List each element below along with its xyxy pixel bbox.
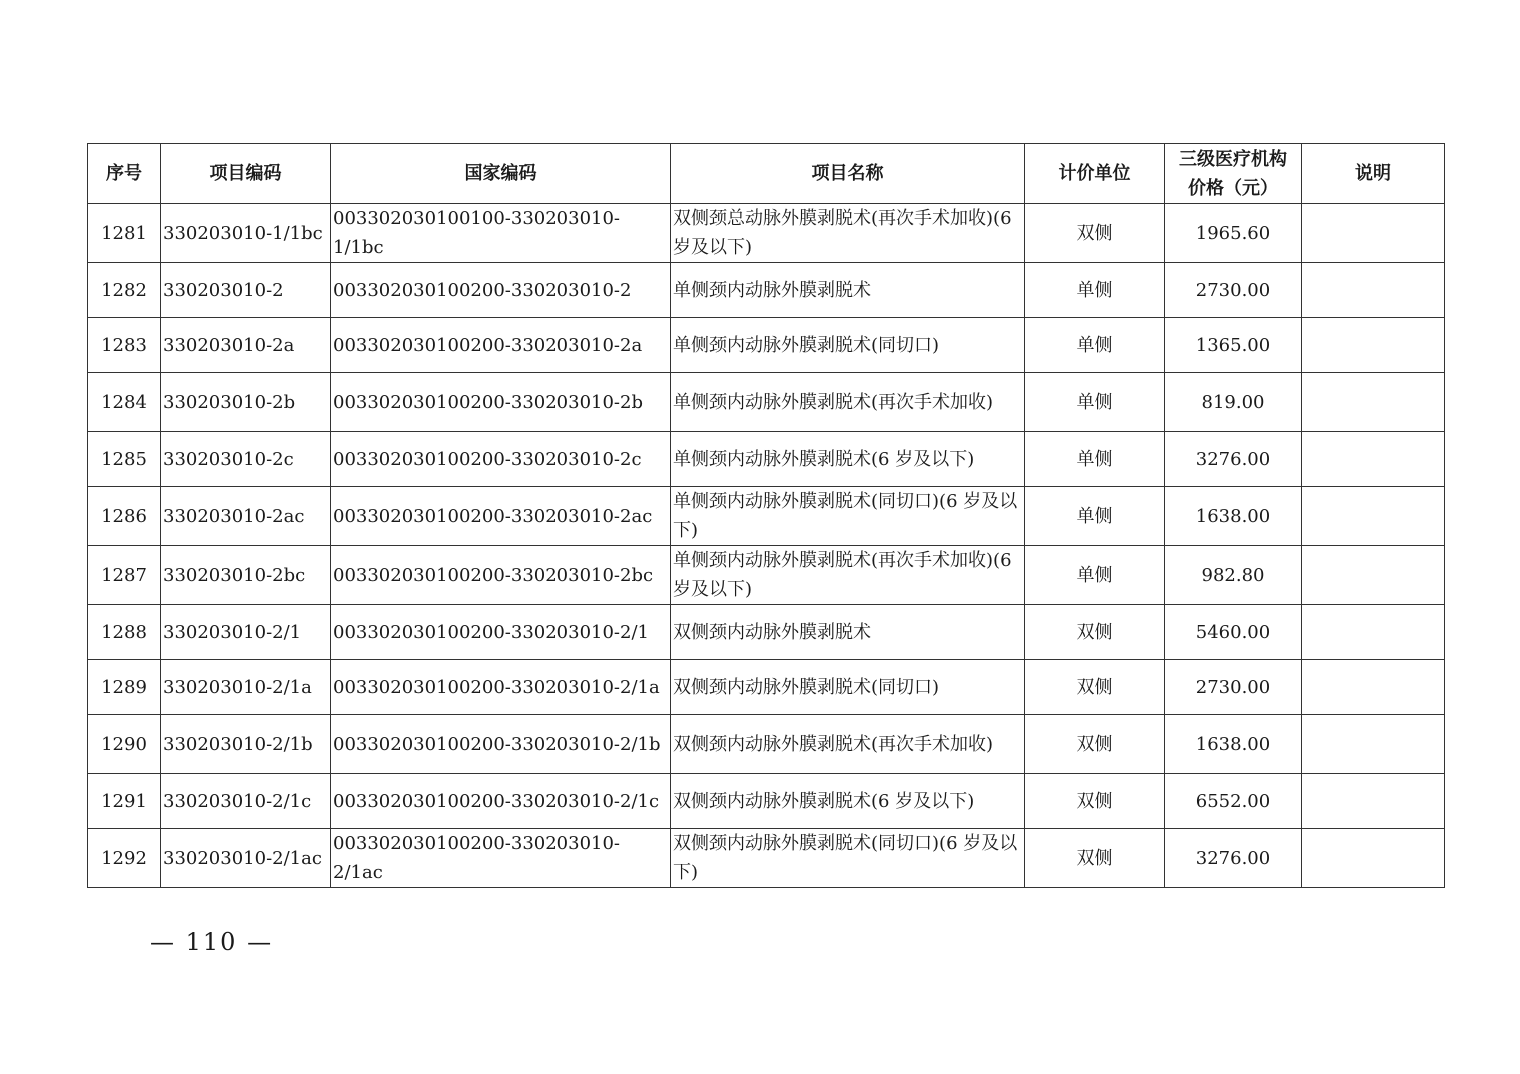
table-row [88, 318, 1445, 373]
cell-unit: 单侧 [1025, 432, 1165, 487]
cell-seq: 1281 [88, 204, 161, 263]
cell-item-name: 双侧颈内动脉外膜剥脱术(同切口) [671, 660, 1025, 715]
cell-item-code: 330203010-2b [161, 373, 331, 432]
cell-item-code: 330203010-2/1a [161, 660, 331, 715]
cell-price: 1965.60 [1165, 204, 1302, 263]
table-row [88, 660, 1445, 715]
header-national-code: 国家编码 [331, 144, 671, 204]
cell-note [1302, 487, 1445, 546]
cell-unit: 双侧 [1025, 829, 1165, 888]
table-row [88, 774, 1445, 829]
cell-price: 3276.00 [1165, 432, 1302, 487]
cell-national-code: 003302030100200-330203010-2ac [331, 487, 671, 546]
cell-note [1302, 373, 1445, 432]
cell-price: 3276.00 [1165, 829, 1302, 888]
cell-price: 5460.00 [1165, 605, 1302, 660]
header-unit: 计价单位 [1025, 144, 1165, 204]
cell-seq: 1290 [88, 715, 161, 774]
cell-national-code: 003302030100200-330203010-2 [331, 263, 671, 318]
table-body [88, 204, 1445, 888]
cell-unit: 双侧 [1025, 605, 1165, 660]
cell-national-code: 003302030100200-330203010-2/1 [331, 605, 671, 660]
cell-item-name: 双侧颈内动脉外膜剥脱术(6 岁及以下) [671, 774, 1025, 829]
cell-item-name: 单侧颈内动脉外膜剥脱术(6 岁及以下) [671, 432, 1025, 487]
cell-item-code: 330203010-2a [161, 318, 331, 373]
cell-item-code: 330203010-2ac [161, 487, 331, 546]
cell-item-code: 330203010-2 [161, 263, 331, 318]
header-note: 说明 [1302, 144, 1445, 204]
cell-item-name: 双侧颈内动脉外膜剥脱术(同切口)(6 岁及以下) [671, 829, 1025, 888]
cell-note [1302, 263, 1445, 318]
cell-seq: 1283 [88, 318, 161, 373]
cell-seq: 1289 [88, 660, 161, 715]
table-row [88, 715, 1445, 774]
cell-seq: 1291 [88, 774, 161, 829]
price-table [87, 143, 1445, 888]
cell-unit: 双侧 [1025, 715, 1165, 774]
cell-price: 2730.00 [1165, 263, 1302, 318]
cell-price: 6552.00 [1165, 774, 1302, 829]
table-row [88, 487, 1445, 546]
page-number: — 110 — [150, 928, 274, 956]
cell-unit: 单侧 [1025, 546, 1165, 605]
cell-item-code: 330203010-2/1c [161, 774, 331, 829]
header-row [88, 144, 1445, 204]
cell-national-code: 003302030100200-330203010-2c [331, 432, 671, 487]
cell-item-name: 双侧颈总动脉外膜剥脱术(再次手术加收)(6 岁及以下) [671, 204, 1025, 263]
table-row [88, 432, 1445, 487]
cell-note [1302, 546, 1445, 605]
header-item-code: 项目编码 [161, 144, 331, 204]
cell-national-code: 003302030100200-330203010-2/1b [331, 715, 671, 774]
cell-seq: 1286 [88, 487, 161, 546]
cell-item-name: 单侧颈内动脉外膜剥脱术(同切口)(6 岁及以下) [671, 487, 1025, 546]
cell-unit: 单侧 [1025, 487, 1165, 546]
cell-price: 2730.00 [1165, 660, 1302, 715]
cell-national-code: 003302030100200-330203010-2b [331, 373, 671, 432]
cell-item-code: 330203010-2bc [161, 546, 331, 605]
cell-national-code: 003302030100200-330203010-2bc [331, 546, 671, 605]
cell-national-code: 003302030100200-330203010-2a [331, 318, 671, 373]
cell-unit: 单侧 [1025, 263, 1165, 318]
cell-item-name: 双侧颈内动脉外膜剥脱术(再次手术加收) [671, 715, 1025, 774]
cell-seq: 1287 [88, 546, 161, 605]
cell-item-name: 单侧颈内动脉外膜剥脱术(再次手术加收)(6 岁及以下) [671, 546, 1025, 605]
cell-seq: 1292 [88, 829, 161, 888]
cell-national-code: 003302030100100-330203010-1/1bc [331, 204, 671, 263]
table-row [88, 605, 1445, 660]
table-row [88, 204, 1445, 263]
cell-price: 982.80 [1165, 546, 1302, 605]
cell-item-code: 330203010-2/1 [161, 605, 331, 660]
cell-unit: 单侧 [1025, 318, 1165, 373]
cell-unit: 单侧 [1025, 373, 1165, 432]
cell-item-name: 单侧颈内动脉外膜剥脱术 [671, 263, 1025, 318]
table-row [88, 829, 1445, 888]
table-row [88, 546, 1445, 605]
cell-item-name: 单侧颈内动脉外膜剥脱术(同切口) [671, 318, 1025, 373]
cell-note [1302, 660, 1445, 715]
cell-item-name: 双侧颈内动脉外膜剥脱术 [671, 605, 1025, 660]
cell-item-code: 330203010-2/1b [161, 715, 331, 774]
cell-note [1302, 318, 1445, 373]
cell-seq: 1284 [88, 373, 161, 432]
cell-unit: 双侧 [1025, 204, 1165, 263]
cell-item-code: 330203010-1/1bc [161, 204, 331, 263]
cell-national-code: 003302030100200-330203010-2/1a [331, 660, 671, 715]
cell-seq: 1282 [88, 263, 161, 318]
cell-price: 1638.00 [1165, 487, 1302, 546]
table-row [88, 373, 1445, 432]
cell-note [1302, 605, 1445, 660]
cell-note [1302, 715, 1445, 774]
cell-note [1302, 829, 1445, 888]
cell-unit: 双侧 [1025, 774, 1165, 829]
header-price-line2: 价格（元） [1188, 177, 1278, 199]
cell-price: 819.00 [1165, 373, 1302, 432]
cell-item-code: 330203010-2c [161, 432, 331, 487]
cell-national-code: 003302030100200-330203010-2/1c [331, 774, 671, 829]
table-row [88, 263, 1445, 318]
cell-national-code: 003302030100200-330203010-2/1ac [331, 829, 671, 888]
cell-note [1302, 432, 1445, 487]
header-price [1165, 144, 1302, 204]
cell-seq: 1288 [88, 605, 161, 660]
cell-item-name: 单侧颈内动脉外膜剥脱术(再次手术加收) [671, 373, 1025, 432]
cell-item-code: 330203010-2/1ac [161, 829, 331, 888]
header-seq: 序号 [88, 144, 161, 204]
header-price-line1: 三级医疗机构 [1179, 148, 1287, 170]
cell-seq: 1285 [88, 432, 161, 487]
header-item-name: 项目名称 [671, 144, 1025, 204]
cell-price: 1638.00 [1165, 715, 1302, 774]
cell-price: 1365.00 [1165, 318, 1302, 373]
cell-note [1302, 204, 1445, 263]
cell-note [1302, 774, 1445, 829]
cell-unit: 双侧 [1025, 660, 1165, 715]
